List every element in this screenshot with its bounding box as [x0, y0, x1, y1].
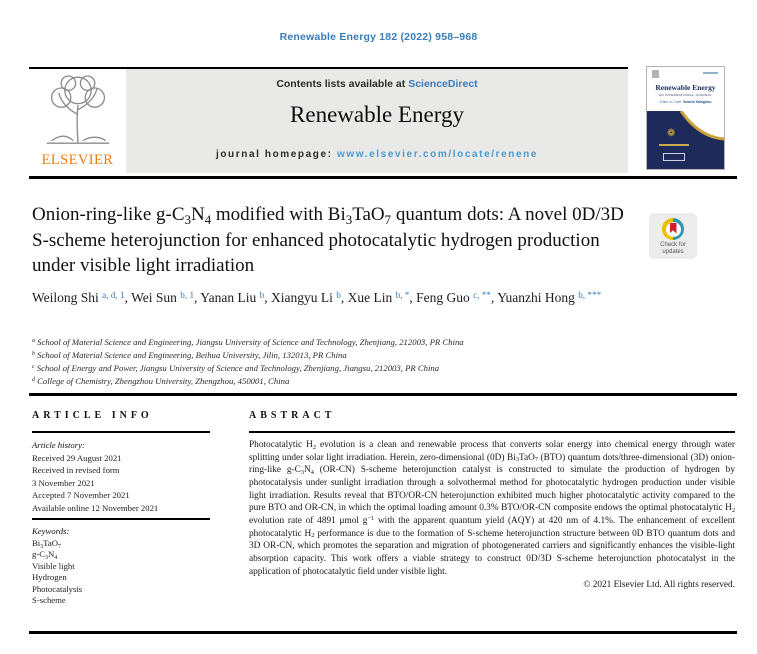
history-line: Available online 12 November 2021 [32, 502, 159, 513]
keyword: Hydrogen [32, 572, 67, 583]
keyword: $Bi_3TaO_7$ [32, 538, 61, 550]
journal-cover-thumbnail[interactable] [646, 66, 725, 170]
article-info-heading: ARTICLE INFO [32, 410, 153, 421]
homepage-line [126, 149, 628, 160]
history-line: Accepted 7 November 2021 [32, 490, 130, 501]
copyright-line: © 2021 Elsevier Ltd. All rights reserved. [583, 580, 735, 591]
cover-volume-text [703, 72, 718, 74]
crossmark-bookmark-icon [670, 223, 677, 234]
abstract-body: Photocatalytic $H_2$ evolution is a clean and renewable process that converts solar energy into chemical energy through water splitting under solar light irradiation. Herein, zero-dimensional (0D) $Bi_3TaO_7$ (BTO) quantum dots/three-dimensional (3D) onion-ring-like $g-C_3N_4$ (OR-CN) S-scheme heterojunction catalyst is constructed to simulate the production of hydrogen by photocatalysis under sunlight irradiation through a solvothermal method for photocatalytic hydrogen production under visible light irradiation. Results reveal that BTO/OR-CN heterojunction exhibited much higher photocatalytic activity compared to the pure BTO and OR-CN, in which the optimal loading amount 0.3% BTO/OR-CN composite endows the optimal photocatalytic $H_2$ evolution rate of 4891 μmol $g^{-1}$ with the apparent quantum yield (AQY) at 420 nm of 4.1%. The enhancement of excellent photocatalytic $H_2$ performance is due to the formation of S-scheme heterojunction structure between 0D BTO quantum dots and 3D OR-CN, which promotes the separation and migration of photogenerated carriers and significantly enhances the visible-light absorption capacity. This work offers a viable strategy to construct 0D/3D S-scheme heterojunction photocatalyst in the application of photocatalytic field under visible light. [249, 440, 735, 577]
authors-line: Weilong Shi $^{a, d, 1}$, Wei Sun $^{b, 1}$, Yanan Liu $^b$, Xiangyu Li $^b$, Xue Lin $^{b, *}$, Feng Guo $^{c, **}$, Yuanzhi Hong $^{b, ***}$ [32, 289, 602, 305]
check-for-updates-badge[interactable] [649, 213, 697, 259]
elsevier-tree-icon [42, 73, 114, 151]
abstract-heading: ABSTRACT [249, 410, 336, 421]
sciencedirect-link[interactable]: ScienceDirect [408, 78, 478, 90]
cover-swoosh-graphic [647, 111, 724, 169]
history-line: Received 29 August 2021 [32, 453, 122, 463]
abstract-rule [249, 431, 735, 433]
cover-art [647, 111, 724, 169]
journal-title: Renewable Energy [290, 102, 464, 127]
keywords-list [32, 538, 212, 606]
section-divider-rule [29, 393, 737, 396]
journal-header-box [29, 69, 628, 173]
affiliation-line: $^b$ School of Material Science and Engineering, Beihua University, Jilin, 132013, PR China [32, 350, 347, 360]
cover-editor-line: Editor-in-Chief: Soteris Kalogirou [659, 100, 712, 104]
cover-crest-icon [652, 70, 659, 78]
keyword: S-scheme [32, 595, 66, 606]
cover-journal-title: Renewable Energy [655, 83, 716, 92]
journal-citation-link[interactable]: Renewable Energy 182 (2022) 958–968 [279, 31, 478, 43]
elsevier-logo[interactable] [29, 69, 126, 173]
affiliation-line: $^a$ School of Material Science and Engineering, Jiangsu University of Science and Technology, Zhenjiang, 212003, PR China [32, 337, 464, 347]
article-history-lines [32, 452, 212, 514]
keywords-label: Keywords: [32, 526, 70, 536]
homepage-link[interactable]: www.elsevier.com/locate/renene [337, 149, 539, 160]
article-history-label: Article history: [32, 440, 85, 450]
keyword: Visible light [32, 560, 75, 571]
abstract-block [249, 439, 735, 592]
cover-sunflower-icon: ❁ [667, 128, 676, 139]
history-line: Received in revised form [32, 465, 120, 476]
crossmark-icon [662, 218, 684, 240]
history-line: 3 November 2021 [32, 477, 95, 488]
affiliations-block [32, 336, 682, 388]
footer-rule [29, 631, 737, 634]
affiliation-line: $^d$ College of Chemistry, Zhengzhou University, Zhengzhou, 450001, China [32, 376, 290, 386]
keywords-divider-rule [32, 518, 210, 520]
cover-publisher-box [663, 153, 685, 161]
keyword: $g-C_3N_4$ [32, 549, 58, 562]
affiliation-line: $^c$ School of Energy and Power, Jiangsu University of Science and Technology, Zhenjiang, Jiangsu, 212003, PR China [32, 363, 440, 373]
article-info-rule [32, 431, 210, 433]
contents-prefix: Contents lists available at [276, 78, 409, 90]
header-center [126, 69, 628, 173]
cover-text-bar [659, 144, 689, 146]
elsevier-wordmark: ELSEVIER [41, 152, 114, 168]
homepage-label: journal homepage: [215, 149, 337, 160]
crossmark-label: Check for updates [660, 242, 686, 255]
cover-journal-subtitle: AN INTERNATIONAL JOURNAL [658, 93, 713, 97]
article-title: Onion-ring-like $g-C_3N_4$ modified with $Bi_3TaO_7$ quantum dots: A novel 0D/3D S-scheme heterojunction for enhanced photocatalytic hydrogen production under visible light irradiation [32, 204, 624, 276]
header-bottom-rule [29, 176, 737, 179]
keyword: Photocatalysis [32, 583, 83, 594]
contents-line [126, 78, 628, 90]
